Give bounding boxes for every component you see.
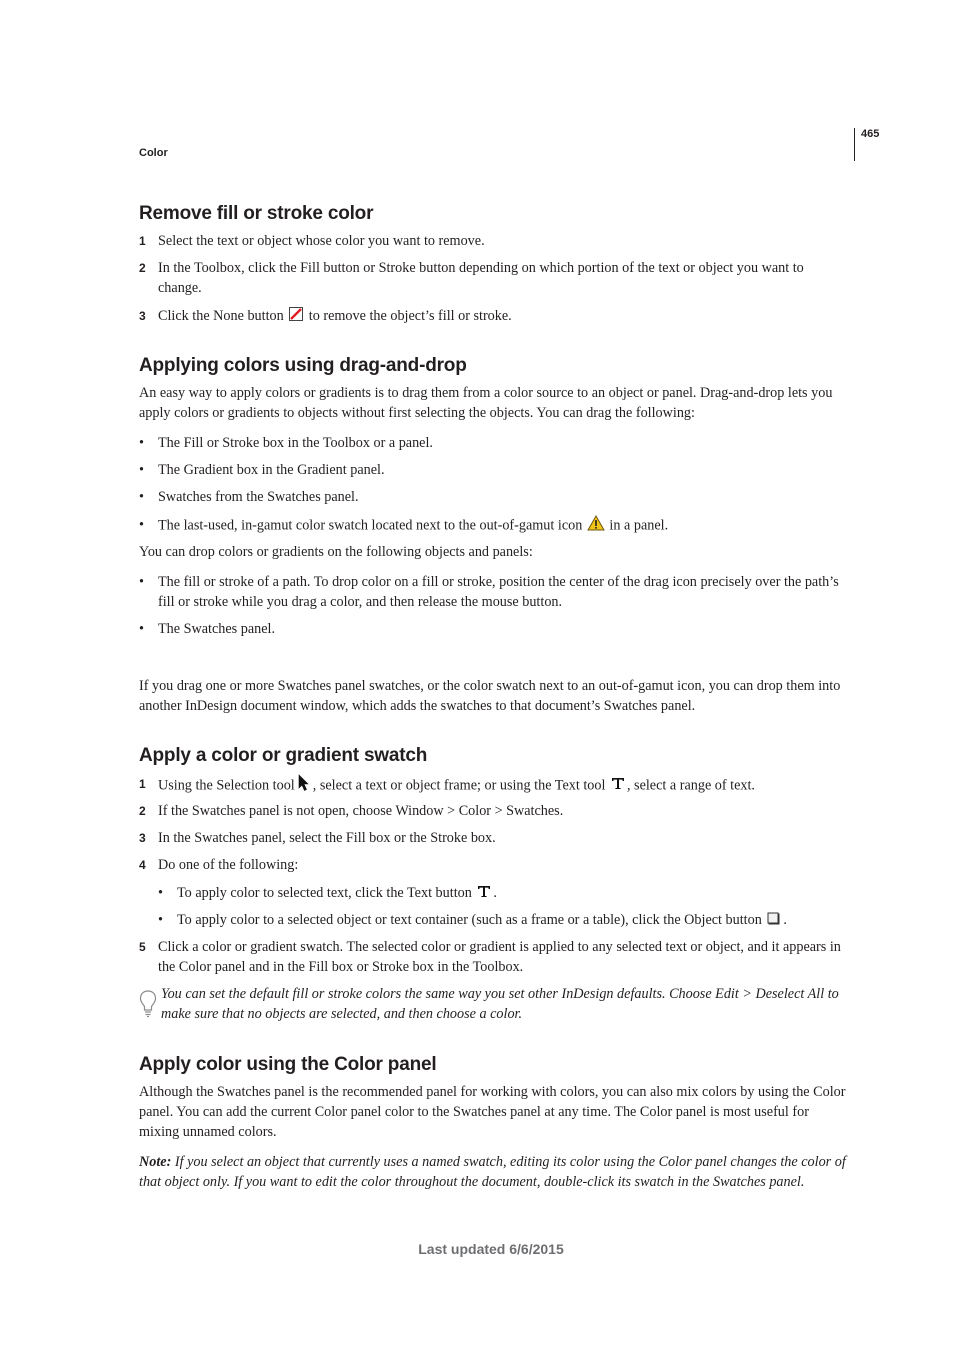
step-text-part: , select a range of text.: [626, 777, 755, 794]
running-head: Color: [139, 147, 168, 159]
bullet-text: [177, 883, 851, 904]
bullet-text-after: in a panel.: [609, 517, 669, 534]
bullet: •: [139, 435, 144, 451]
step-text: Select the text or object whose color you want to remove.: [158, 233, 485, 249]
heading-color-panel: Apply color using the Color panel: [139, 1054, 437, 1075]
bullet: •: [139, 462, 144, 478]
last-updated: Last updated 6/6/2015: [418, 1241, 564, 1257]
bullet-text: [177, 910, 851, 931]
list-item: [139, 828, 851, 848]
sub-list-item: [158, 910, 851, 931]
heading-drag-and-drop: Applying colors using drag-and-drop: [139, 355, 467, 376]
step-text: In the Swatches panel, select the Fill box or the Stroke box.: [158, 830, 496, 846]
bullet: •: [139, 574, 144, 590]
step-text: [158, 306, 851, 327]
bullet-text: Swatches from the Swatches panel.: [158, 489, 359, 505]
list-item: [139, 258, 851, 298]
note-label: Note:: [139, 1154, 172, 1170]
step-number: 5: [139, 940, 146, 954]
bullet: •: [139, 621, 144, 637]
step-number: 1: [139, 234, 146, 248]
lightbulb-tip-icon: [139, 990, 157, 1023]
bullet-text: The Swatches panel.: [158, 621, 276, 637]
list-item: [139, 515, 851, 537]
list-item: [139, 433, 851, 453]
list-item: [139, 306, 851, 327]
step-text: Click a color or gradient swatch. The selected color or gradient is applied to any selected text or object, and it appears in the Color panel and in the Fill box or Stroke box in the Toolbox.: [158, 939, 841, 975]
step-number: 4: [139, 858, 146, 872]
heading-remove-fill-stroke: Remove fill or stroke color: [139, 203, 374, 224]
step-number: 3: [139, 309, 146, 323]
bullet-text: The Gradient box in the Gradient panel.: [158, 462, 385, 478]
step-text-before: Click the None button: [158, 308, 284, 324]
text-tool-icon: [611, 776, 625, 796]
bullet-text-after: .: [493, 885, 497, 901]
list-item: [139, 619, 851, 639]
drag-drop-closing: If you drag one or more Swatches panel swatches, or the color swatch next to an out-of-gamut icon, you can drop them into another InDesign document window, which adds the swatches to that document’s Swatches panel.: [139, 678, 841, 714]
bullet: •: [139, 517, 144, 533]
list-item: [139, 937, 851, 977]
list-item: [139, 774, 851, 798]
text-button-icon: [477, 884, 491, 904]
list-item: [139, 231, 851, 251]
sub-list-item: [158, 883, 851, 904]
step-number: 2: [139, 261, 146, 275]
none-swatch-icon: [289, 307, 303, 327]
bullet-text: [158, 515, 851, 537]
note-paragraph: [139, 1152, 851, 1192]
color-panel-body: Although the Swatches panel is the recommended panel for working with colors, you can also mix colors by using the Color panel. You can add the current Color panel color to the Swatches panel at any time. The Color panel is most useful for mixing unnamed colors.: [139, 1084, 846, 1140]
bullet: •: [158, 912, 163, 928]
drag-drop-intro: An easy way to apply colors or gradients is to drag them from a color source to an object or panel. Drag-and-drop lets you apply colors or gradients to objects without first selecting the objects. You can drag the following:: [139, 385, 833, 421]
object-button-icon: [767, 911, 781, 931]
bullet-text-before: The last-used, in-gamut color swatch located next to the out-of-gamut icon: [158, 517, 583, 534]
page-number-rule: [854, 128, 855, 161]
bullet: •: [139, 489, 144, 505]
step-text-part: Using the Selection tool: [158, 777, 295, 794]
bullet-text: The fill or stroke of a path. To drop color on a fill or stroke, position the center of the drag icon precisely over the path’s fill or stroke while you drag a color, and then release the mouse button.: [158, 574, 839, 610]
list-item: [139, 487, 851, 507]
step-text: In the Toolbox, click the Fill button or Stroke button depending on which portion of the text or object you want to change.: [158, 260, 804, 296]
drop-intro: You can drop colors or gradients on the following objects and panels:: [139, 544, 533, 560]
list-item: [139, 855, 851, 875]
note-text: If you select an object that currently uses a named swatch, editing its color using the Color panel changes the color of that object only. If you want to edit the color throughout the document, double-click its swatch in the Swatches panel.: [139, 1154, 846, 1190]
page-number: 465: [861, 128, 880, 140]
step-number: 3: [139, 831, 146, 845]
list-item: [139, 572, 851, 612]
step-text: If the Swatches panel is not open, choose Window > Color > Swatches.: [158, 803, 564, 819]
step-text: Do one of the following:: [158, 857, 299, 873]
step-number: 2: [139, 804, 146, 818]
step-number: 1: [139, 777, 146, 791]
bullet-text-before: To apply color to a selected object or text container (such as a frame or a table), click the Object button: [177, 912, 762, 928]
list-item: [139, 801, 851, 821]
heading-apply-swatch: Apply a color or gradient swatch: [139, 745, 428, 766]
bullet-text: The Fill or Stroke box in the Toolbox or a panel.: [158, 435, 433, 451]
step-text-part: , select a text or object frame; or using the Text tool: [312, 777, 606, 794]
step-text: [158, 774, 851, 798]
tip-text: You can set the default fill or stroke colors the same way you set other InDesign defaults. Choose Edit > Deselect All to make sure that no objects are selected, and then choose a color.: [161, 986, 839, 1022]
bullet-text-after: .: [783, 912, 787, 928]
out-of-gamut-warning-icon: [587, 515, 605, 537]
list-item: [139, 460, 851, 480]
selection-tool-icon: [297, 774, 311, 798]
bullet: •: [158, 885, 163, 901]
bullet-text-before: To apply color to selected text, click the Text button: [177, 885, 472, 901]
step-text-after: to remove the object’s fill or stroke.: [308, 308, 512, 324]
